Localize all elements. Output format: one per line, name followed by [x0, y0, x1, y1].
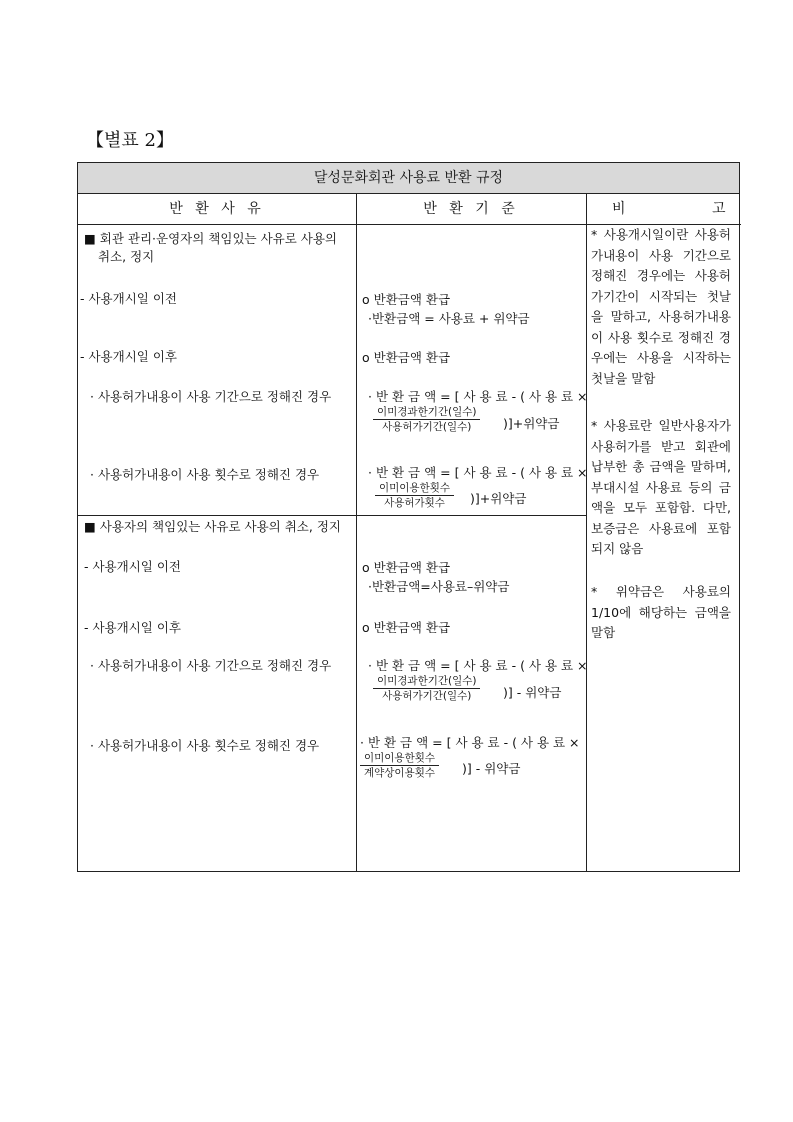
section2-after-criteria: o 반환금액 환급: [362, 620, 451, 635]
section1-period-fraction: [373, 405, 480, 434]
section1-after: - 사용개시일 이후: [80, 349, 177, 364]
fraction-denominator: 사용허가기간(일수): [382, 421, 472, 433]
section1-period-tail: )]+위약금: [503, 416, 560, 431]
section2-period-formula: · 반 환 금 액 = [ 사 용 료 - ( 사 용 료 ×: [368, 658, 588, 673]
table-label: 【별표 2】: [86, 130, 174, 151]
fraction-denominator: 계약상이용횟수: [364, 767, 436, 779]
section2-count-fraction: [360, 751, 439, 780]
header-reason: 반 환 사 유: [78, 194, 356, 225]
header-remarks-right: 고: [712, 201, 726, 217]
section2-before-criteria: o 반환금액 환급: [362, 560, 451, 575]
section1-count-formula: · 반 환 금 액 = [ 사 용 료 - ( 사 용 료 ×: [368, 465, 588, 480]
fraction-numerator: 이미이용한횟수: [375, 481, 454, 496]
section2-period-fraction: [373, 674, 480, 703]
column-divider: [356, 194, 357, 871]
section1-count-fraction: [375, 481, 454, 510]
remark-start-date: * 사용개시일이란 사용허가내용이 사용 기간으로 정해진 경우에는 사용허가기간이 시작되는 첫날을 말하고, 사용허가내용이 사용 횟수로 정해진 경우에는 사용을 시작하는 첫날을 말함: [591, 227, 731, 386]
remark-usage-fee: * 사용료란 일반사용자가 사용허가를 받고 회관에 납부한 총 금액을 말하며, 부대시설 사용료 등의 금액을 모두 포함함. 다만, 보증금은 사용료에 포함되지 않음: [591, 418, 731, 556]
fraction-numerator: 이미경과한기간(일수): [373, 674, 480, 689]
section1-before-formula: ·반환금액 = 사용료 + 위약금: [368, 311, 530, 326]
section2-after: - 사용개시일 이후: [84, 620, 181, 635]
fraction-denominator: 사용허가횟수: [384, 497, 445, 509]
column-divider: [586, 194, 587, 871]
section2-count-tail: )] - 위약금: [462, 761, 521, 776]
section2-before: - 사용개시일 이전: [84, 559, 181, 574]
section1-count-tail: )]+위약금: [470, 491, 527, 506]
header-remarks: [586, 194, 741, 225]
section1-heading-cont: 취소, 정지: [98, 249, 155, 264]
section2-before-formula: ·반환금액=사용료–위약금: [368, 579, 510, 594]
section1-before: - 사용개시일 이전: [80, 291, 177, 306]
section2-period-tail: )] - 위약금: [503, 685, 562, 700]
section1-after-criteria: o 반환금액 환급: [362, 350, 451, 365]
fraction-numerator: 이미경과한기간(일수): [373, 405, 480, 420]
section2-count-case: · 사용허가내용이 사용 횟수로 정해진 경우: [90, 738, 320, 753]
section2-count-formula: · 반 환 금 액 = [ 사 용 료 - ( 사 용 료 ×: [360, 735, 580, 750]
section1-heading: ■ 회관 관리·운영자의 책임있는 사유로 사용의: [84, 231, 338, 246]
fraction-denominator: 사용허가기간(일수): [382, 690, 472, 702]
section1-period-formula: · 반 환 금 액 = [ 사 용 료 - ( 사 용 료 ×: [368, 389, 588, 404]
remark-penalty: * 위약금은 사용료의 1/10에 해당하는 금액을 말함: [591, 584, 731, 640]
section-divider: [78, 515, 586, 516]
section1-period-case: · 사용허가내용이 사용 기간으로 정해진 경우: [90, 389, 332, 404]
table-title: 달성문화회관 사용료 반환 규정: [78, 163, 739, 194]
refund-rules-table: [77, 162, 740, 872]
section1-count-case: · 사용허가내용이 사용 횟수로 정해진 경우: [90, 467, 320, 482]
section2-period-case: · 사용허가내용이 사용 기간으로 정해진 경우: [90, 658, 332, 673]
header-remarks-left: 비: [612, 201, 626, 217]
header-criteria: 반 환 기 준: [356, 194, 586, 225]
section2-heading: ■ 사용자의 책임있는 사유로 사용의 취소, 정지: [84, 519, 341, 534]
section1-before-criteria: o 반환금액 환급: [362, 292, 451, 307]
fraction-numerator: 이미이용한횟수: [360, 751, 439, 766]
